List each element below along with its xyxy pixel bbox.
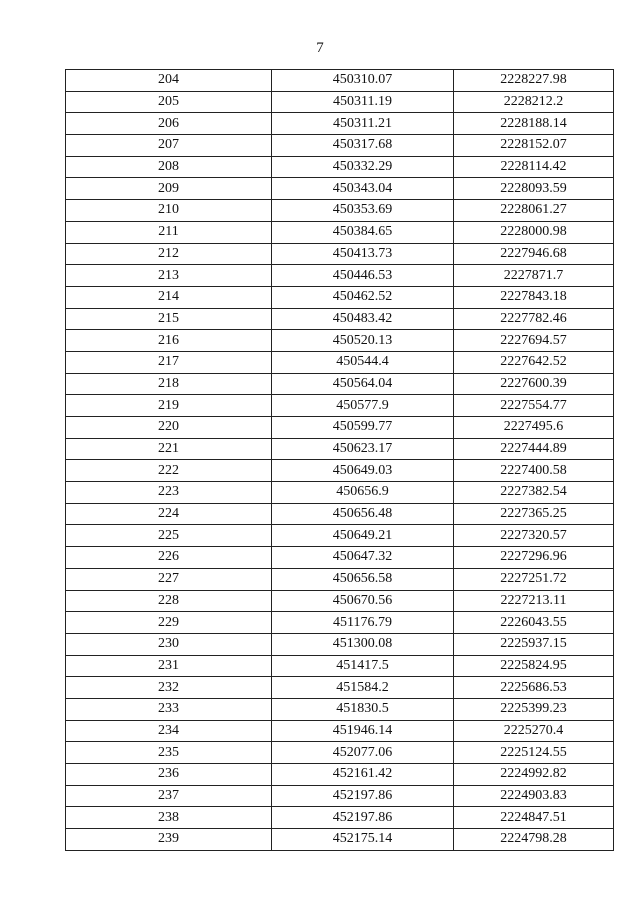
x-coordinate-cell: 450623.17	[272, 438, 454, 460]
x-coordinate-cell: 450577.9	[272, 395, 454, 417]
point-number-cell: 237	[66, 785, 272, 807]
x-coordinate-cell: 450462.52	[272, 286, 454, 308]
x-coordinate-cell: 451830.5	[272, 698, 454, 720]
point-number-cell: 232	[66, 677, 272, 699]
table-row	[66, 612, 614, 634]
point-number-cell: 207	[66, 135, 272, 157]
x-coordinate-cell: 452197.86	[272, 785, 454, 807]
y-coordinate-cell: 2228093.59	[454, 178, 614, 200]
y-coordinate-cell: 2225824.95	[454, 655, 614, 677]
y-coordinate-cell: 2224903.83	[454, 785, 614, 807]
table-row	[66, 720, 614, 742]
point-number-cell: 220	[66, 417, 272, 439]
table-row	[66, 395, 614, 417]
table-row	[66, 568, 614, 590]
table-row	[66, 286, 614, 308]
y-coordinate-cell: 2227946.68	[454, 243, 614, 265]
point-number-cell: 205	[66, 91, 272, 113]
point-number-cell: 216	[66, 330, 272, 352]
table-row	[66, 243, 614, 265]
table-row	[66, 742, 614, 764]
point-number-cell: 230	[66, 633, 272, 655]
point-number-cell: 225	[66, 525, 272, 547]
y-coordinate-cell: 2225270.4	[454, 720, 614, 742]
point-number-cell: 223	[66, 482, 272, 504]
y-coordinate-cell: 2224798.28	[454, 829, 614, 851]
point-number-cell: 233	[66, 698, 272, 720]
y-coordinate-cell: 2228152.07	[454, 135, 614, 157]
y-coordinate-cell: 2224992.82	[454, 764, 614, 786]
y-coordinate-cell: 2225124.55	[454, 742, 614, 764]
point-number-cell: 212	[66, 243, 272, 265]
point-number-cell: 208	[66, 156, 272, 178]
x-coordinate-cell: 450413.73	[272, 243, 454, 265]
table-row	[66, 135, 614, 157]
x-coordinate-cell: 450544.4	[272, 351, 454, 373]
x-coordinate-cell: 450520.13	[272, 330, 454, 352]
y-coordinate-cell: 2227782.46	[454, 308, 614, 330]
x-coordinate-cell: 450599.77	[272, 417, 454, 439]
y-coordinate-cell: 2227382.54	[454, 482, 614, 504]
x-coordinate-cell: 452197.86	[272, 807, 454, 829]
point-number-cell: 217	[66, 351, 272, 373]
table-row	[66, 156, 614, 178]
y-coordinate-cell: 2226043.55	[454, 612, 614, 634]
table-row	[66, 417, 614, 439]
point-number-cell: 221	[66, 438, 272, 460]
y-coordinate-cell: 2228188.14	[454, 113, 614, 135]
point-number-cell: 215	[66, 308, 272, 330]
point-number-cell: 231	[66, 655, 272, 677]
point-number-cell: 222	[66, 460, 272, 482]
point-number-cell: 236	[66, 764, 272, 786]
y-coordinate-cell: 2227694.57	[454, 330, 614, 352]
x-coordinate-cell: 451946.14	[272, 720, 454, 742]
x-coordinate-cell: 450317.68	[272, 135, 454, 157]
x-coordinate-cell: 450647.32	[272, 547, 454, 569]
x-coordinate-cell: 451300.08	[272, 633, 454, 655]
y-coordinate-cell: 2227554.77	[454, 395, 614, 417]
table-row	[66, 482, 614, 504]
x-coordinate-cell: 450483.42	[272, 308, 454, 330]
point-number-cell: 229	[66, 612, 272, 634]
point-number-cell: 235	[66, 742, 272, 764]
point-number-cell: 238	[66, 807, 272, 829]
y-coordinate-cell: 2224847.51	[454, 807, 614, 829]
table-row	[66, 764, 614, 786]
y-coordinate-cell: 2227444.89	[454, 438, 614, 460]
point-number-cell: 219	[66, 395, 272, 417]
table-row	[66, 330, 614, 352]
table-row	[66, 265, 614, 287]
x-coordinate-cell: 450656.48	[272, 503, 454, 525]
y-coordinate-cell: 2225937.15	[454, 633, 614, 655]
point-number-cell: 234	[66, 720, 272, 742]
coordinate-table-body	[66, 70, 614, 851]
y-coordinate-cell: 2227871.7	[454, 265, 614, 287]
table-row	[66, 113, 614, 135]
y-coordinate-cell: 2228227.98	[454, 70, 614, 92]
x-coordinate-cell: 450649.03	[272, 460, 454, 482]
x-coordinate-cell: 451176.79	[272, 612, 454, 634]
point-number-cell: 209	[66, 178, 272, 200]
point-number-cell: 214	[66, 286, 272, 308]
x-coordinate-cell: 450564.04	[272, 373, 454, 395]
y-coordinate-cell: 2227320.57	[454, 525, 614, 547]
page-number: 7	[316, 40, 324, 56]
x-coordinate-cell: 450446.53	[272, 265, 454, 287]
table-row	[66, 70, 614, 92]
y-coordinate-cell: 2227642.52	[454, 351, 614, 373]
x-coordinate-cell: 452077.06	[272, 742, 454, 764]
y-coordinate-cell: 2227251.72	[454, 568, 614, 590]
y-coordinate-cell: 2227495.6	[454, 417, 614, 439]
y-coordinate-cell: 2227213.11	[454, 590, 614, 612]
y-coordinate-cell: 2227600.39	[454, 373, 614, 395]
table-row	[66, 525, 614, 547]
point-number-cell: 226	[66, 547, 272, 569]
y-coordinate-cell: 2227843.18	[454, 286, 614, 308]
x-coordinate-cell: 450656.58	[272, 568, 454, 590]
point-number-cell: 210	[66, 200, 272, 222]
x-coordinate-cell: 451417.5	[272, 655, 454, 677]
point-number-cell: 213	[66, 265, 272, 287]
table-row	[66, 829, 614, 851]
point-number-cell: 218	[66, 373, 272, 395]
table-row	[66, 590, 614, 612]
x-coordinate-cell: 450649.21	[272, 525, 454, 547]
y-coordinate-cell: 2228000.98	[454, 221, 614, 243]
table-row	[66, 200, 614, 222]
y-coordinate-cell: 2228114.42	[454, 156, 614, 178]
x-coordinate-cell: 450384.65	[272, 221, 454, 243]
x-coordinate-cell: 450343.04	[272, 178, 454, 200]
point-number-cell: 206	[66, 113, 272, 135]
point-number-cell: 204	[66, 70, 272, 92]
y-coordinate-cell: 2228061.27	[454, 200, 614, 222]
table-row	[66, 655, 614, 677]
table-row	[66, 503, 614, 525]
point-number-cell: 224	[66, 503, 272, 525]
y-coordinate-cell: 2225686.53	[454, 677, 614, 699]
x-coordinate-cell: 450311.19	[272, 91, 454, 113]
table-row	[66, 698, 614, 720]
point-number-cell: 239	[66, 829, 272, 851]
x-coordinate-cell: 452161.42	[272, 764, 454, 786]
point-number-cell: 211	[66, 221, 272, 243]
table-row	[66, 438, 614, 460]
x-coordinate-cell: 450656.9	[272, 482, 454, 504]
x-coordinate-cell: 450310.07	[272, 70, 454, 92]
table-row	[66, 221, 614, 243]
point-number-cell: 228	[66, 590, 272, 612]
table-row	[66, 460, 614, 482]
x-coordinate-cell: 450311.21	[272, 113, 454, 135]
table-row	[66, 308, 614, 330]
table-row	[66, 807, 614, 829]
x-coordinate-cell: 452175.14	[272, 829, 454, 851]
table-row	[66, 351, 614, 373]
x-coordinate-cell: 450670.56	[272, 590, 454, 612]
y-coordinate-cell: 2225399.23	[454, 698, 614, 720]
table-row	[66, 178, 614, 200]
y-coordinate-cell: 2227400.58	[454, 460, 614, 482]
table-row	[66, 785, 614, 807]
table-row	[66, 91, 614, 113]
y-coordinate-cell: 2227296.96	[454, 547, 614, 569]
table-row	[66, 373, 614, 395]
point-number-cell: 227	[66, 568, 272, 590]
x-coordinate-cell: 450332.29	[272, 156, 454, 178]
x-coordinate-cell: 450353.69	[272, 200, 454, 222]
y-coordinate-cell: 2228212.2	[454, 91, 614, 113]
y-coordinate-cell: 2227365.25	[454, 503, 614, 525]
table-row	[66, 547, 614, 569]
table-row	[66, 677, 614, 699]
x-coordinate-cell: 451584.2	[272, 677, 454, 699]
table-row	[66, 633, 614, 655]
coordinate-table	[65, 69, 614, 851]
